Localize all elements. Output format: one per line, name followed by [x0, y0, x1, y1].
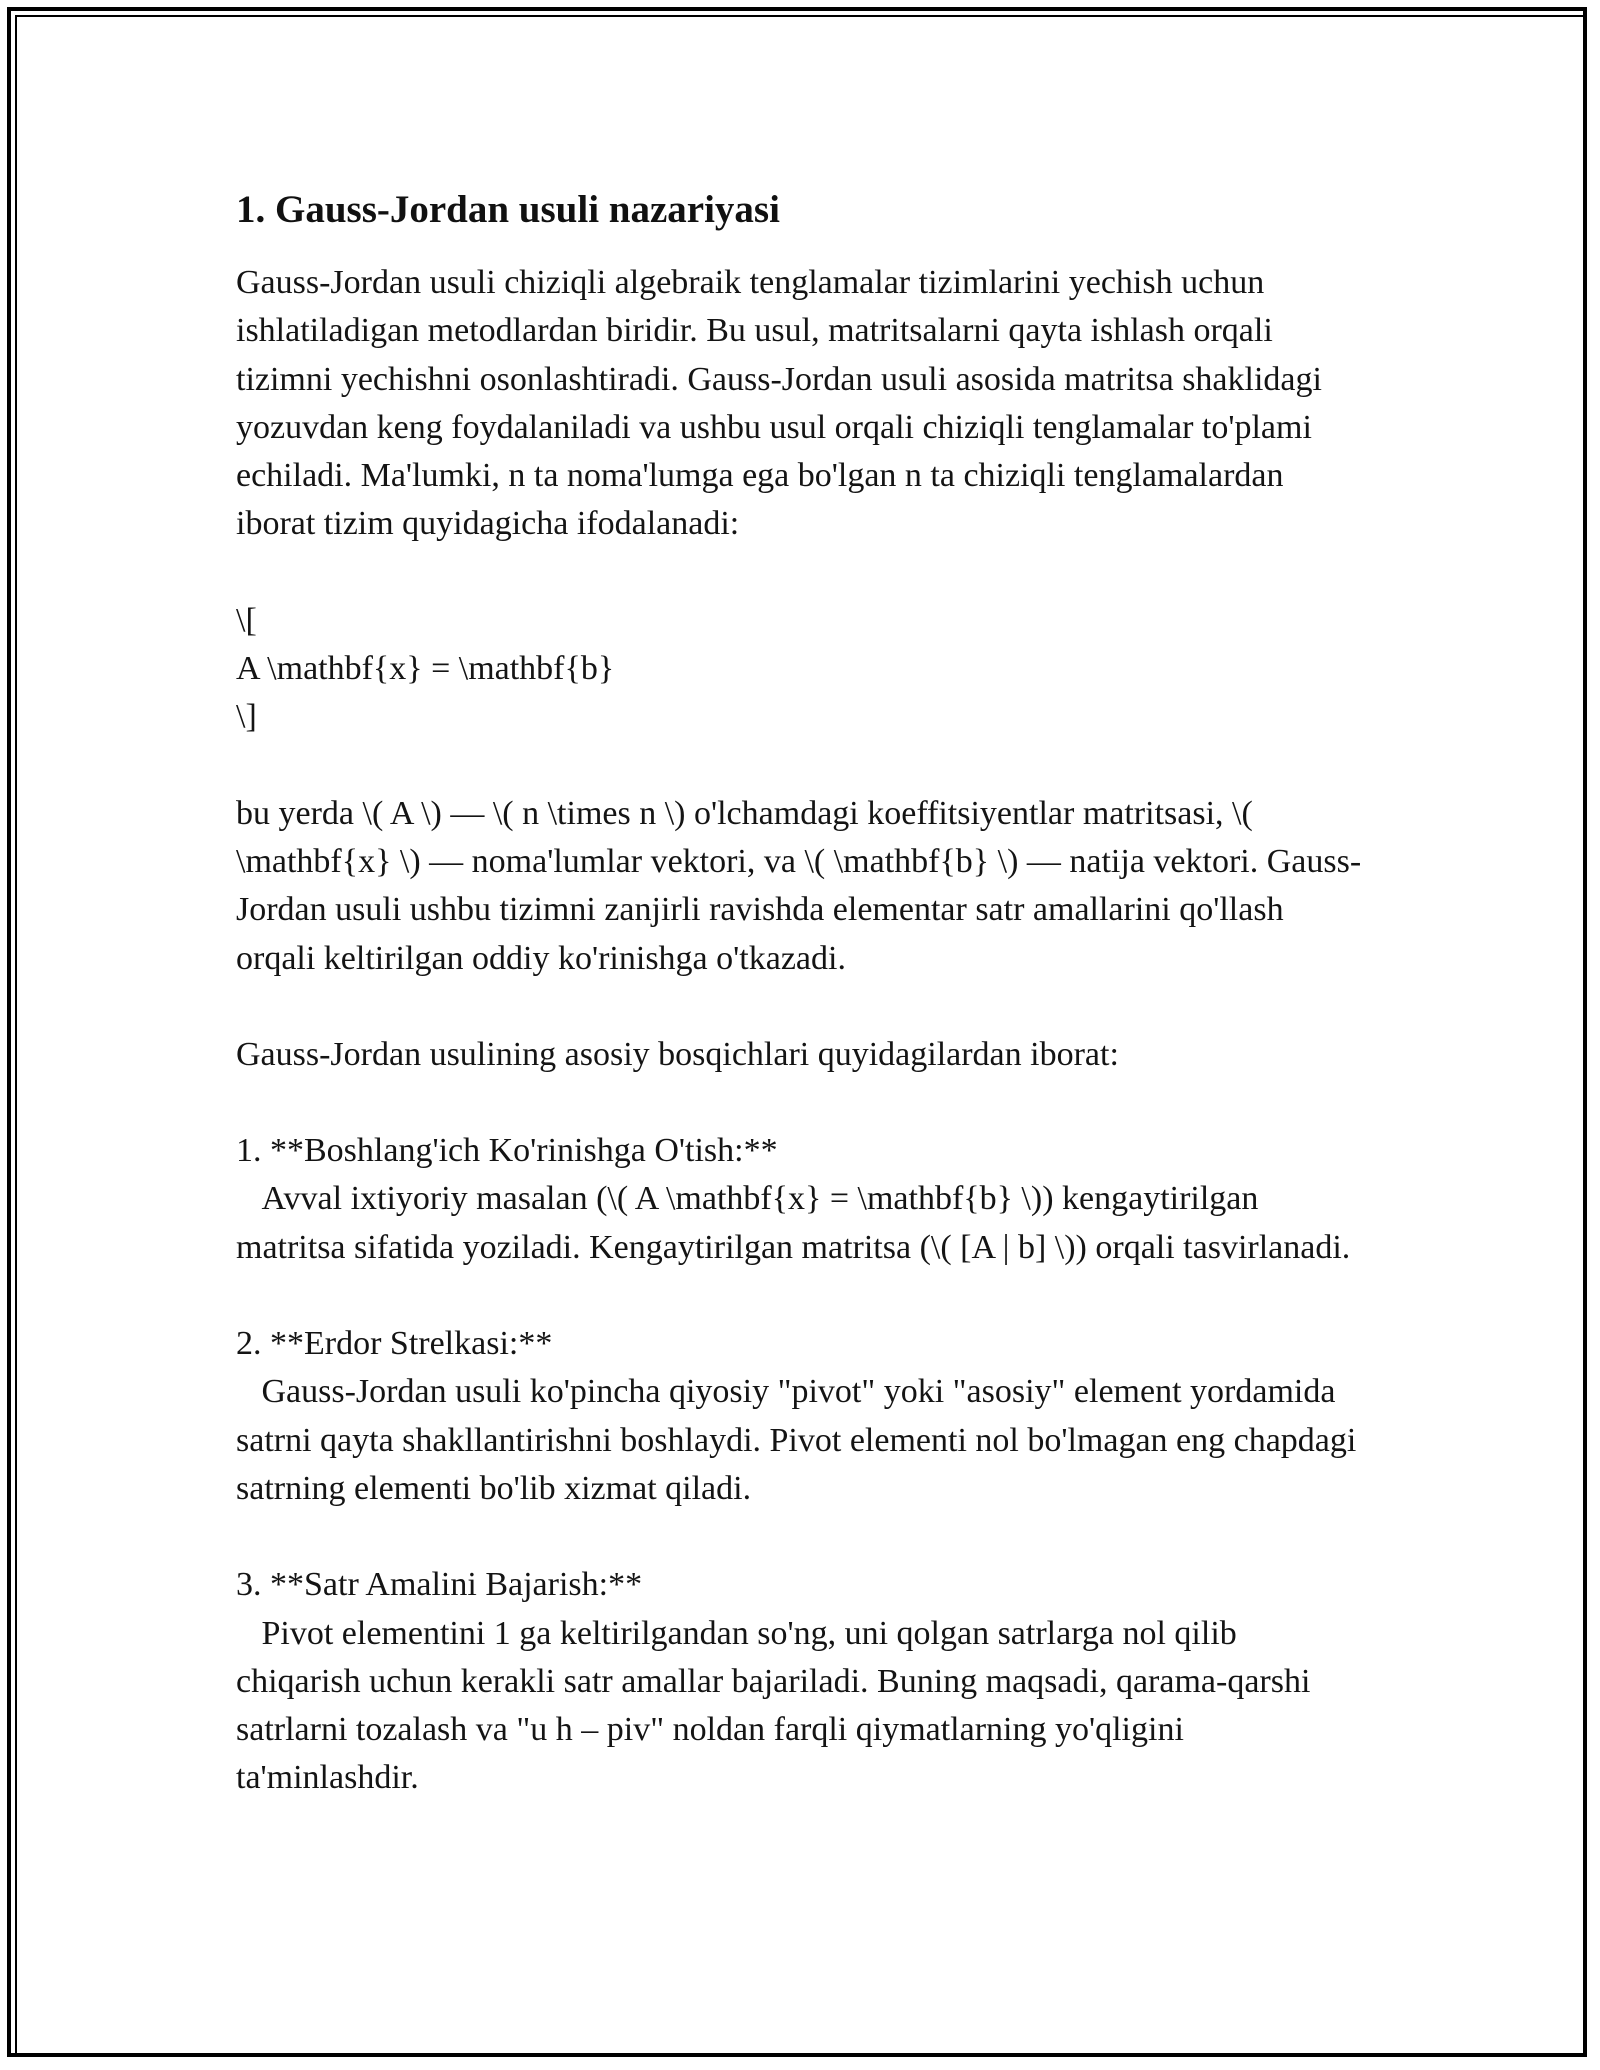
intro-paragraph: Gauss-Jordan usuli chiziqli algebraik tenglamalar tizimlarini yechish uchun ishlatiladigan metodlardan biridir. Bu usul, matritsalarni qayta ishlash orqali tizimni yechishni osonlashtiradi. Gauss-Jordan usuli asosida matritsa shaklidagi yozuvdan keng foydalaniladi va ushbu usul orqali chiziqli tenglamalar to'plami echiladi. Ma'lumki, n ta noma'lumga ega bo'lgan n ta chiziqli tenglamalardan iborat tizim quyidagicha ifodalanadi: — [236, 264, 1331, 543]
spacer — [236, 983, 1366, 1031]
step-text-content: Gauss-Jordan usuli ko'pincha qiyosiy "pivot" yoki "asosiy" element yordamida satrni qayta shakllantirishni boshlaydi. Pivot elementi nol bo'lmagan eng chapdagi satrning elementi bo'lib xizmat qiladi. — [236, 1373, 1365, 1507]
spacer — [236, 549, 1366, 597]
spacer — [236, 742, 1366, 790]
explanation-paragraph: bu yerda \( A \) — \( n \times n \) o'lchamdagi koeffitsiyentlar matritsasi, \( \mathbf{x} \) — noma'lumlar vektori, va \( \mathbf{b} \) — natija vektori. Gauss-Jordan usuli ushbu tizimni zanjirli ravishda elementar satr amallarini qo'llash orqali keltirilgan oddiy ko'rinishga o'tkazadi. — [236, 794, 1362, 977]
formula-body: A \mathbf{x} = \mathbf{b} — [236, 650, 615, 688]
document-page — [236, 185, 1366, 1803]
formula-open: \[ — [236, 601, 257, 639]
step-text-content: Avval ixtiyoriy masalan (\( A \mathbf{x} = \mathbf{b} \)) kengaytirilgan matritsa sifatida yoziladi. Kengaytirilgan matritsa (\( [A | b] \)) orqali tasvirlanadi. — [236, 1180, 1351, 1266]
spacer — [236, 1272, 1366, 1320]
formula-block — [236, 597, 1366, 742]
step-text — [236, 1610, 1366, 1803]
step-text — [236, 1175, 1366, 1272]
spacer — [236, 1513, 1366, 1561]
step-item — [236, 1320, 1366, 1513]
step-item — [236, 1127, 1366, 1272]
step-text — [236, 1368, 1366, 1513]
step-title: 2. **Erdor Strelkasi:** — [236, 1325, 553, 1363]
formula-close: \] — [236, 698, 257, 736]
step-title: 3. **Satr Amalini Bajarish:** — [236, 1566, 643, 1604]
steps-intro: Gauss-Jordan usulining asosiy bosqichlari quyidagilardan iborat: — [236, 1035, 1119, 1073]
step-text-content: Pivot elementini 1 ga keltirilgandan so'ng, uni qolgan satrlarga nol qilib chiqarish uchun kerakli satr amallar bajariladi. Buning maqsadi, qarama-qarshi satrlarni tozalash va "u h – piv" noldan farqli qiymatlarning yo'qligini ta'minlashdir. — [236, 1614, 1319, 1797]
spacer — [236, 1079, 1366, 1127]
step-title: 1. **Boshlang'ich Ko'rinishga O'tish:** — [236, 1132, 778, 1170]
step-item — [236, 1561, 1366, 1802]
section-heading: 1. Gauss-Jordan usuli nazariyasi — [236, 188, 780, 231]
